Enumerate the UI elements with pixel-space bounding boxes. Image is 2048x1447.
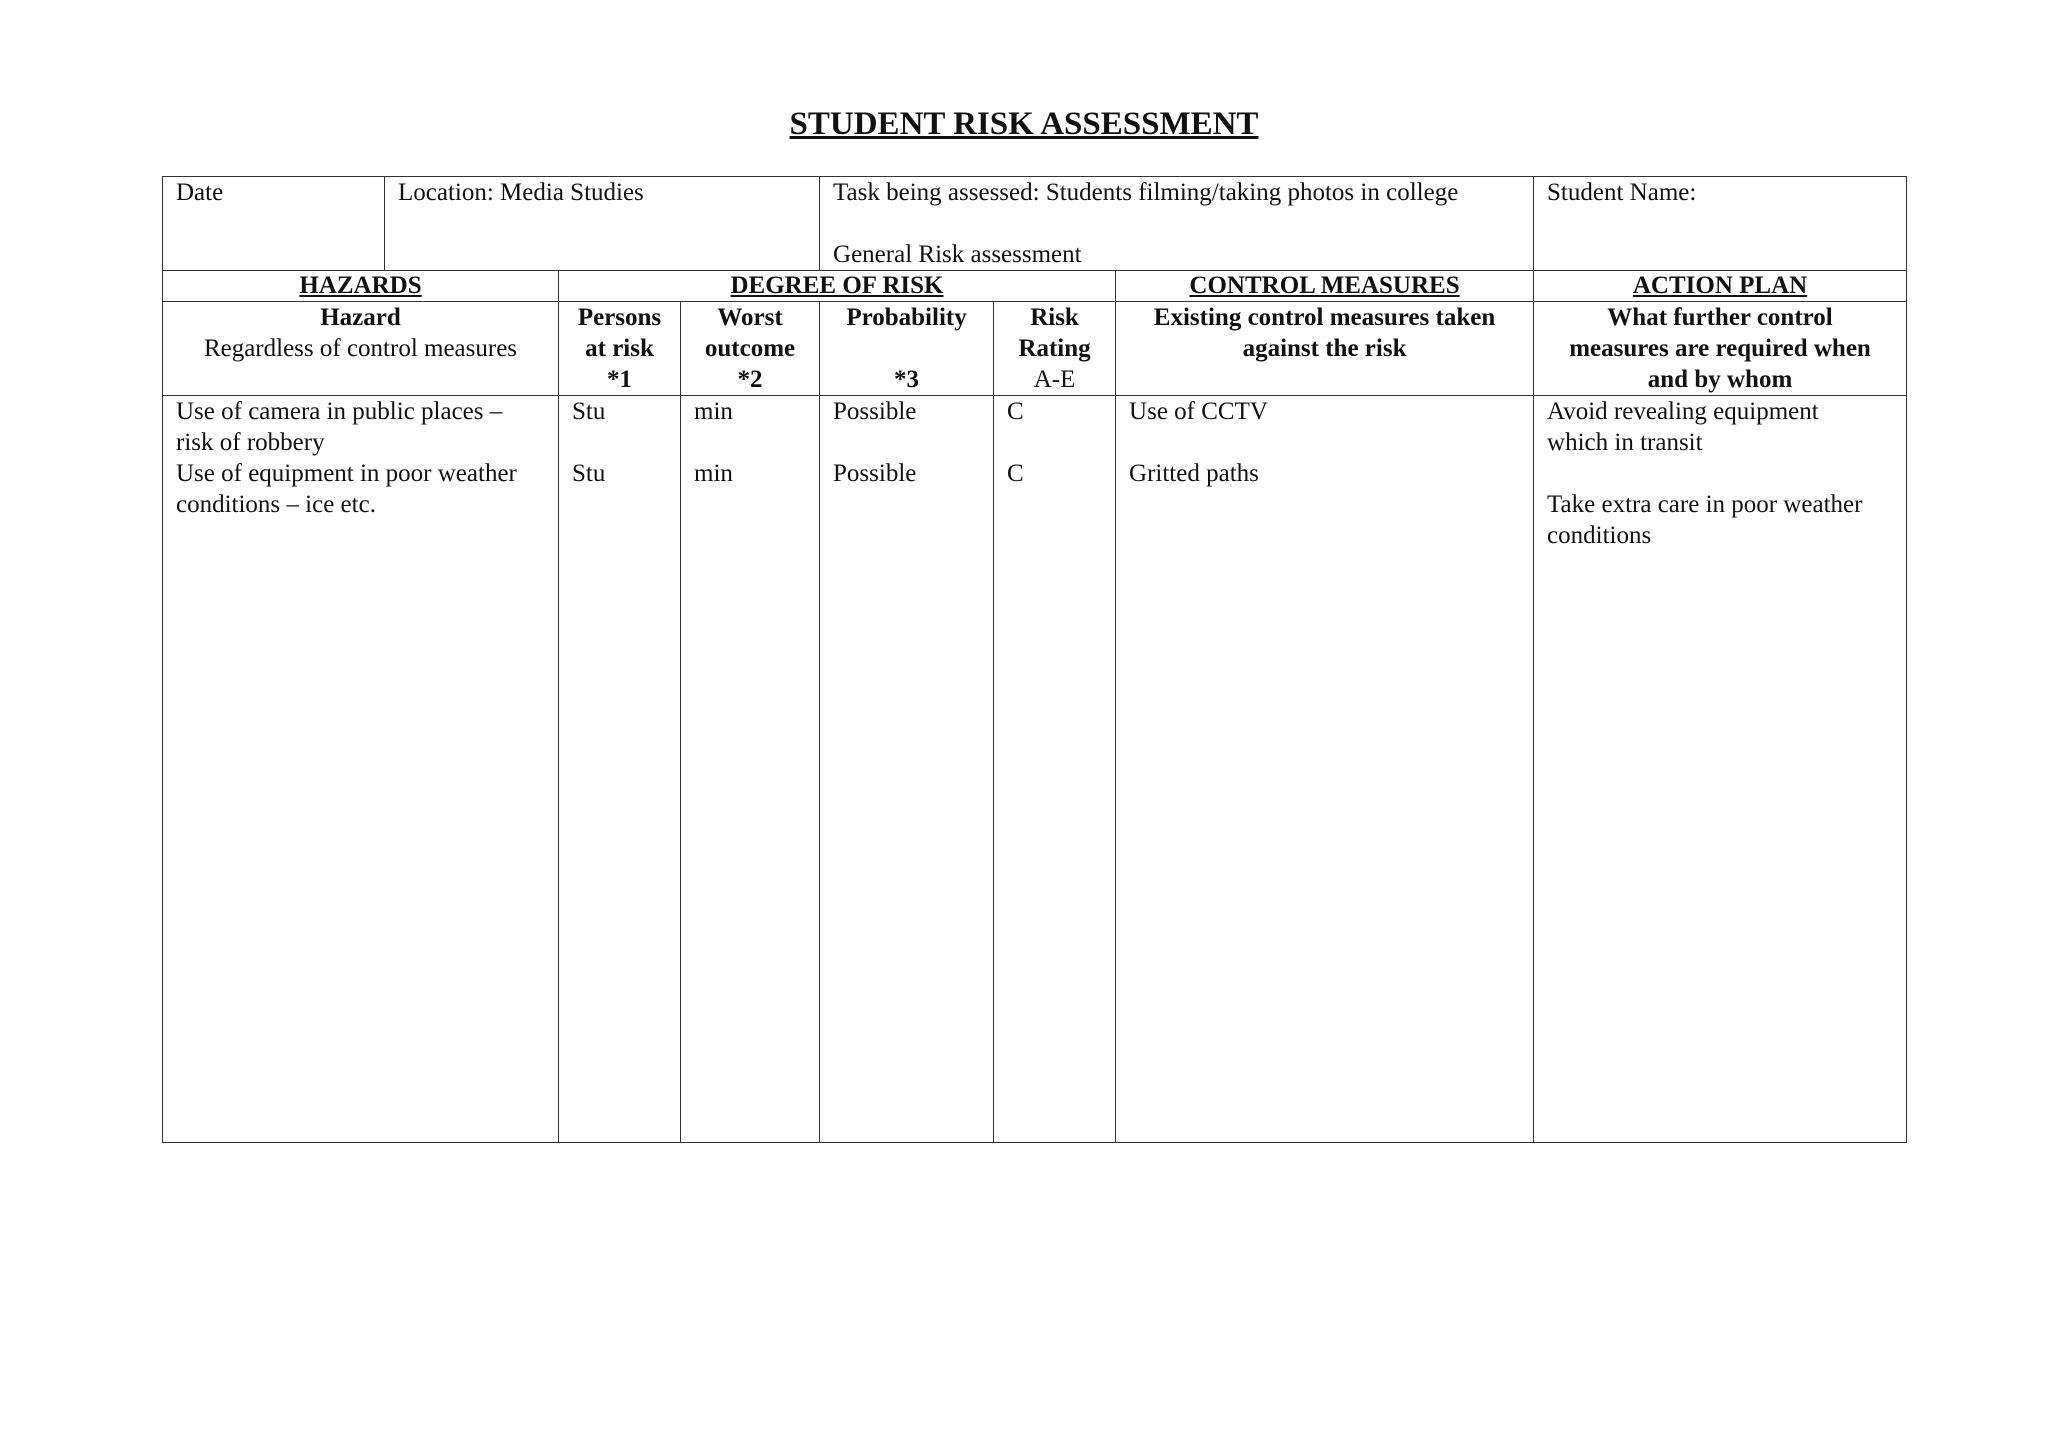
probability-column-header <box>820 302 994 396</box>
risk-assessment-table <box>162 176 1907 1143</box>
document-title: STUDENT RISK ASSESSMENT <box>789 106 1259 142</box>
action-1-line1: Avoid revealing equipment <box>1547 398 1819 425</box>
existing-control-2: Gritted paths <box>1129 460 1259 487</box>
location-label: Location: Media Studies <box>398 179 644 206</box>
section-header-row <box>163 271 1907 302</box>
hazard-2-line1: Use of equipment in poor weather <box>176 460 517 487</box>
location-cell <box>385 177 820 271</box>
persons-1: Stu <box>572 398 606 425</box>
hazard-header-title: Hazard <box>320 304 401 331</box>
probability-header-line1: Probability <box>846 304 967 331</box>
persons-header-line1: Persons <box>577 304 662 331</box>
existing-controls-cell[interactable] <box>1116 396 1534 1143</box>
task-label: Task being assessed: Students filming/taking photos in college <box>833 179 1459 206</box>
worst-outcome-2: min <box>694 460 733 487</box>
hazard-entries-row <box>163 396 1907 1143</box>
date-cell[interactable] <box>163 177 385 271</box>
probability-cell[interactable] <box>820 396 994 1143</box>
section-control-measures: CONTROL MEASURES <box>1116 271 1534 302</box>
section-degree-of-risk: DEGREE OF RISK <box>559 271 1116 302</box>
probability-header-line3: *3 <box>894 366 920 393</box>
hazard-2-line2: conditions – ice etc. <box>176 491 376 518</box>
further-header-line1: What further control <box>1607 304 1833 331</box>
persons-header-line3: *1 <box>607 366 632 393</box>
student-name-cell[interactable] <box>1534 177 1907 271</box>
worst-header-line1: Worst <box>717 304 783 331</box>
existing-controls-column-header <box>1116 302 1534 396</box>
worst-header-line2: outcome <box>704 335 796 362</box>
worst-outcome-1: min <box>694 398 733 425</box>
further-controls-column-header <box>1534 302 1907 396</box>
risk-rating-1: C <box>1007 398 1024 425</box>
task-cell <box>820 177 1534 271</box>
rating-header-line1: Risk <box>1030 304 1079 331</box>
risk-rating-2: C <box>1007 460 1024 487</box>
existing-control-1: Use of CCTV <box>1129 398 1268 425</box>
existing-header-line1: Existing control measures taken <box>1153 304 1496 331</box>
rating-header-line2: Rating <box>1018 335 1091 362</box>
section-action-plan: ACTION PLAN <box>1534 271 1907 302</box>
persons-at-risk-cell[interactable] <box>559 396 681 1143</box>
further-header-line2: measures are required when <box>1569 335 1871 362</box>
action-plan-cell[interactable] <box>1534 396 1907 1143</box>
worst-header-line3: *2 <box>737 366 763 393</box>
rating-header-line3: A-E <box>1033 366 1076 393</box>
worst-outcome-column-header <box>681 302 820 396</box>
column-header-row <box>163 302 1907 396</box>
persons-header-line2: at risk <box>585 335 654 362</box>
hazard-column-header <box>163 302 559 396</box>
student-name-label: Student Name: <box>1547 179 1697 206</box>
existing-header-line2: against the risk <box>1242 335 1407 362</box>
info-row <box>163 177 1907 271</box>
further-header-line3: and by whom <box>1647 366 1793 393</box>
date-label: Date <box>176 179 224 206</box>
persons-column-header <box>559 302 681 396</box>
section-hazards: HAZARDS <box>163 271 559 302</box>
hazard-header-subtitle: Regardless of control measures <box>203 335 518 362</box>
action-2-line1: Take extra care in poor weather <box>1547 491 1863 518</box>
risk-rating-cell[interactable] <box>994 396 1116 1143</box>
hazard-cell[interactable] <box>163 396 559 1143</box>
probability-2: Possible <box>833 460 917 487</box>
task-type-label: General Risk assessment <box>833 241 1082 268</box>
worst-outcome-cell[interactable] <box>681 396 820 1143</box>
action-2-line2: conditions <box>1547 522 1652 549</box>
hazard-1-line1: Use of camera in public places – <box>176 398 503 425</box>
probability-1: Possible <box>833 398 917 425</box>
risk-rating-column-header <box>994 302 1116 396</box>
persons-2: Stu <box>572 460 606 487</box>
action-1-line2: which in transit <box>1547 429 1703 456</box>
hazard-1-line2: risk of robbery <box>176 429 325 456</box>
